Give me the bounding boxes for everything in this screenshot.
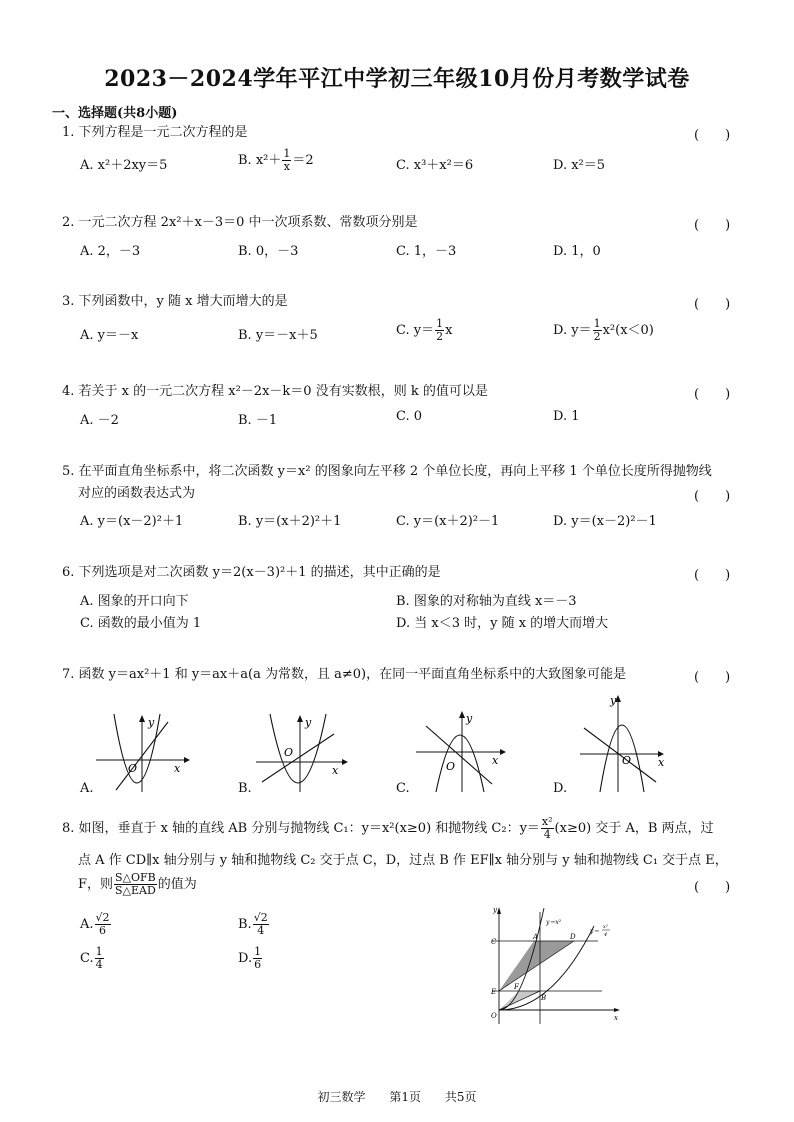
q7-option-c: C. [396,781,410,796]
line [262,734,334,782]
fig-f-label: F [514,983,519,991]
q2-answer-paren: ( ) [694,218,731,233]
fig-x-label: x [614,1014,618,1022]
q4-option-d: D. 1 [553,409,580,424]
q6-answer-paren: ( ) [694,568,731,583]
q3-option-a: A. y＝－x [80,328,139,343]
q4-option-b: B. －1 [238,413,278,428]
q8-option-d: D. $\frac{1}{6}$ [238,945,262,971]
fig-c-label: C [491,938,497,946]
q4-option-a: A. －2 [80,413,119,428]
q7-option-a: A. [80,781,94,796]
parabola [270,714,326,783]
q5-option-b: B. y＝(x＋2)²＋1 [238,514,342,529]
footer-subject: 初三数学 [317,1090,366,1104]
q8-answer-paren: ( ) [694,880,731,895]
q3-stem: 3. 下列函数中，y 随 x 增大而增大的是 [62,294,288,309]
q1-stem: 1. 下列方程是一元二次方程的是 [62,125,248,140]
q8-figure [482,900,622,1030]
q8-option-b: B. $\frac{√2}{4}$ [238,911,268,937]
q3-option-c: C. y＝ $\frac{1}{2}$ x [396,317,453,343]
q6-stem: 6. 下列选项是对二次函数 y＝2(x－3)²＋1 的描述，其中正确的是 [62,565,441,580]
fig-e-label: E [491,988,497,996]
y-axis-arrow [497,907,501,914]
q1-option-b: B. x²＋ $\frac{1}{x}$ ＝2 [238,147,314,173]
line [584,728,656,782]
x-label: x [492,754,499,767]
section-heading: 一、选择题(共8小题) [52,106,178,121]
q1-option-c: C. x³＋x²＝6 [396,158,474,173]
fig-d-label: D [570,933,576,941]
q7-graph-b [252,712,352,794]
q5-option-d: D. y＝(x－2)²－1 [553,514,657,529]
q5-answer-paren: ( ) [694,489,731,504]
q1-option-d: D. x²＝5 [553,158,606,173]
origin-label: O [446,760,456,773]
q6-option-a: A. 图象的开口向下 [80,594,189,609]
q8-option-a: A. $\frac{√2}{6}$ [80,911,110,937]
q5-option-a: A. y＝(x－2)²＋1 [80,514,184,529]
q3-option-d: D. y＝ $\frac{1}{2}$ x²(x＜0) [553,317,654,343]
fig-c2-label-den: 4 [604,932,608,938]
q5-stem-line1: 5. 在平面直角坐标系中，将二次函数 y＝x² 的图象向左平移 2 个单位长度，再向上平移 1 个单位长度所得抛物线 [62,464,712,479]
q8-stem-line2: 点 A 作 CD∥x 轴分别与 y 轴和抛物线 C₂ 交于点 C，D，过点 B 作 EF∥x 轴分别与 y 轴和抛物线 C₁ 交于点 E， [78,853,728,868]
q4-answer-paren: ( ) [694,387,731,402]
fig-c2-label-num: x² [603,924,608,930]
q4-option-c: C. 0 [396,409,423,424]
y-label: y [148,716,155,729]
fig-c1-label: y＝x² [546,919,562,926]
q8-stem-line1: 8. 如图，垂直于 x 轴的直线 AB 分别与抛物线 C₁：y＝x²(x≥0) 和抛物线 C₂：y＝ $\frac{\text{x²}}{4}$ (x≥0) 交于 A，B 两点，过 [62,815,714,841]
q3-option-b: B. y＝－x＋5 [238,328,318,343]
footer-page: 第1页 [389,1090,421,1104]
q5-option-c: C. y＝(x＋2)²－1 [396,514,500,529]
fig-b-label: B [541,994,547,1002]
q6-option-d: D. 当 x＜3 时，y 随 x 的增大而增大 [396,616,609,631]
x-label: x [658,756,665,769]
q7-graph-d [576,692,672,794]
fig-a-label: A [533,933,539,941]
x-axis-arrow [500,749,506,755]
q7-stem: 7. 函数 y＝ax²＋1 和 y＝ax＋a(a 为常数，且 a≠0)，在同一平面直角坐标系中的大致图象可能是 [62,667,627,682]
q7-option-d: D. [553,781,568,796]
fig-c2-label-pre: y＝ [590,928,600,935]
q6-option-c: C. 函数的最小值为 1 [80,616,202,631]
fig-y-label: y [493,906,497,914]
q7-graph-a [92,712,192,794]
x-axis-arrow [184,757,190,763]
q2-option-c: C. 1，－3 [396,244,457,259]
y-label: y [305,716,312,729]
q8-stem-line3: F，则 $\frac{\text{S△OFB}}{\text{S△EAD}}$ 的值为 [78,871,197,897]
q2-option-b: B. 0，－3 [238,244,299,259]
q3-answer-paren: ( ) [694,297,731,312]
q4-stem: 4. 若关于 x 的一元二次方程 x²－2x－k＝0 没有实数根，则 k 的值可以是 [62,384,488,399]
x-label: x [174,762,181,775]
origin-label: O [128,762,138,775]
y-axis-arrow [139,715,145,722]
x-label: x [332,764,339,777]
footer-total: 共5页 [444,1090,477,1104]
q8-option-c: C. $\frac{1}{4}$ [80,945,103,971]
q2-option-a: A. 2，－3 [80,244,141,259]
q7-answer-paren: ( ) [694,670,731,685]
y-label: y [466,712,473,725]
x-axis-arrow [614,1008,620,1012]
y-axis-arrow [459,711,465,718]
q2-stem: 2. 一元二次方程 2x²＋x－3＝0 中一次项系数、常数项分别是 [62,215,418,230]
q2-option-d: D. 1，0 [553,244,601,259]
origin-label: O [622,754,632,767]
fig-origin-label: O [491,1012,497,1020]
page-footer [0,1088,794,1105]
x-axis-arrow [342,759,348,765]
y-axis-arrow [297,715,303,722]
q7-option-b: B. [238,781,252,796]
q1-answer-paren: ( ) [694,128,731,143]
origin-label: O [284,746,294,759]
q5-stem-line2: 对应的函数表达式为 [78,486,196,501]
y-label: y [610,694,617,707]
page-title: 2023－2024学年平江中学初三年级10月份月考数学试卷 [104,66,690,92]
q7-graph-c [412,708,512,794]
parabola [436,735,484,792]
q1-option-a: A. x²＋2xy＝5 [80,158,168,173]
q6-option-b: B. 图象的对称轴为直线 x＝－3 [396,594,577,609]
